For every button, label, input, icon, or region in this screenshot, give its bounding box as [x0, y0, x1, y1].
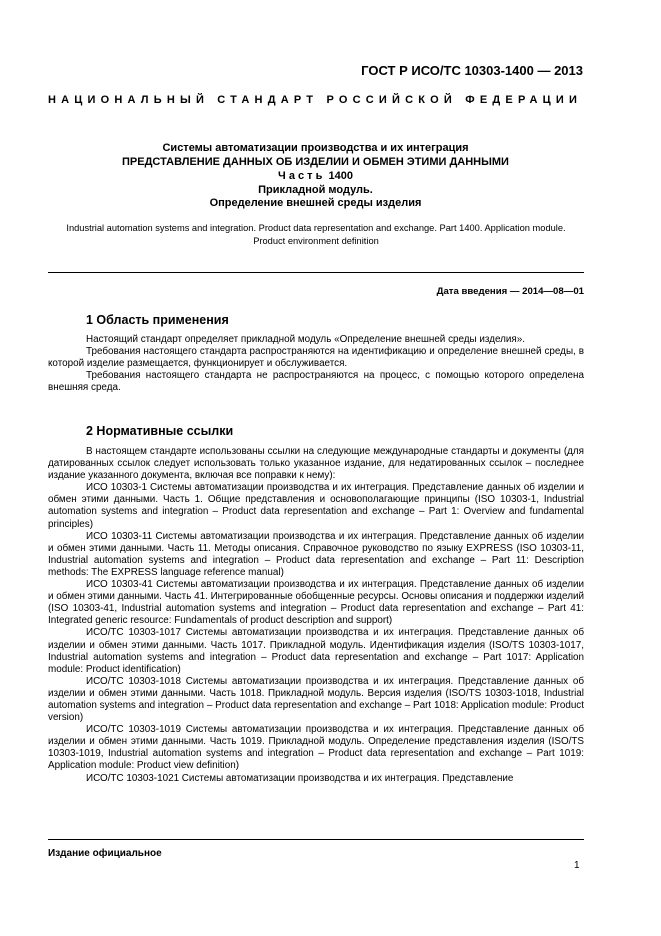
section-2-paragraph: В настоящем стандарте использованы ссылки на следующие международные стандарты и документы (для датированных ссылок следует использовать только указанное издание, для недатированных ссылок – последнее издание указанного документа, включая все поправки к нему): [48, 446, 584, 482]
national-standard-heading: НАЦИОНАЛЬНЫЙ СТАНДАРТ РОССИЙСКОЙ ФЕДЕРАЦИИ [48, 94, 583, 106]
reference-iso-10303-41: ИСО 10303-41 Системы автоматизации производства и их интеграция. Представление данных об изделии и обмен этими данными. Часть 41. Интегрированные обобщенные ресурсы. Основы описания и поддержки изделий (ISO 10303-41, Industrial automation systems and integration – Product data representation and exchange – Part 41: Integrated generic resource: Fundamentals of product description and support) [48, 579, 584, 627]
reference-iso-ts-10303-1021: ИСО/ТС 10303-1021 Системы автоматизации производства и их интеграция. Представление [86, 772, 514, 784]
section-1-paragraph: Настоящий стандарт определяет прикладной модуль «Определение внешней среды изделия». [86, 334, 525, 345]
section-2-body [48, 446, 584, 785]
title-line-2: ПРЕДСТАВЛЕНИЕ ДАННЫХ ОБ ИЗДЕЛИИ И ОБМЕН ЭТИМИ ДАННЫМИ [122, 156, 509, 168]
section-1-paragraph: Требования настоящего стандарта не распространяются на процесс, с помощью которого определена внешняя среда. [48, 370, 584, 394]
introduction-date: Дата введения — 2014—08—01 [436, 286, 584, 297]
reference-iso-10303-11: ИСО 10303-11 Системы автоматизации производства и их интеграция. Представление данных об изделии и обмен этими данными. Часть 11. Методы описания. Справочное руководство по языку EXPRESS (ISO 10303-11, Industrial automation systems and integration – Product data representation and exchange – Part 11: Description methods: The EXPRESS language reference manual) [48, 530, 584, 578]
title-english: Industrial automation systems and integration. Product data representation and exchange. Part 1400. Application module. Product environment definition [66, 223, 566, 246]
bottom-divider [48, 839, 584, 840]
reference-iso-10303-1: ИСО 10303-1 Системы автоматизации производства и их интеграция. Представление данных об изделии и обмен этими данными. Часть 1. Общие представления и основополагающие принципы (ISO 10303-1, Industrial automation systems and integration – Product data representation and exchange – Part 1: Overview and fundamental principles) [48, 482, 584, 530]
section-1-heading: 1 Область применения [86, 313, 229, 327]
page-number: 1 [574, 860, 580, 871]
section-1-body [48, 334, 584, 394]
edition-label: Издание официальное [48, 848, 162, 859]
title-part: Ч а с т ь 1400 [278, 170, 353, 182]
section-2-heading: 2 Нормативные ссылки [86, 424, 234, 438]
top-divider [48, 272, 584, 273]
title-line-5: Определение внешней среды изделия [209, 197, 422, 209]
document-number: ГОСТ Р ИСО/ТС 10303-1400 — 2013 [361, 63, 583, 78]
title-line-1: Системы автоматизации производства и их интеграция [162, 142, 469, 154]
section-1-paragraph: Требования настоящего стандарта распространяются на идентификацию и определение внешней среды, в которой изделие размещается, функционирует и обслуживается. [48, 346, 584, 370]
title-line-4: Прикладной модуль. [258, 184, 373, 196]
reference-iso-ts-10303-1017: ИСО/ТС 10303-1017 Системы автоматизации производства и их интеграция. Представление данных об изделии и обмен этими данными. Часть 1017. Прикладной модуль. Идентификация изделия (ISO/TS 10303-1017, Industrial automation systems and integration – Product data representation and exchange – Part 1017: Application module: Product identification) [48, 627, 584, 675]
reference-iso-ts-10303-1018: ИСО/ТС 10303-1018 Системы автоматизации производства и их интеграция. Представление данных об изделии и обмен этими данными. Часть 1018. Прикладной модуль. Версия изделия (ISO/TS 10303-1018, Industrial automation systems and integration – Product data representation and exchange – Part 1018: Application module: Product version) [48, 675, 584, 724]
reference-iso-ts-10303-1019: ИСО/ТС 10303-1019 Системы автоматизации производства и их интеграция. Представление данных об изделии и обмен этими данными. Часть 1019. Прикладной модуль. Определение представления изделия (ISO/TS 10303-1019, Industrial automation systems and integration – Product data representation and exchange – Part 1019: Application module: Product view definition) [48, 724, 584, 772]
